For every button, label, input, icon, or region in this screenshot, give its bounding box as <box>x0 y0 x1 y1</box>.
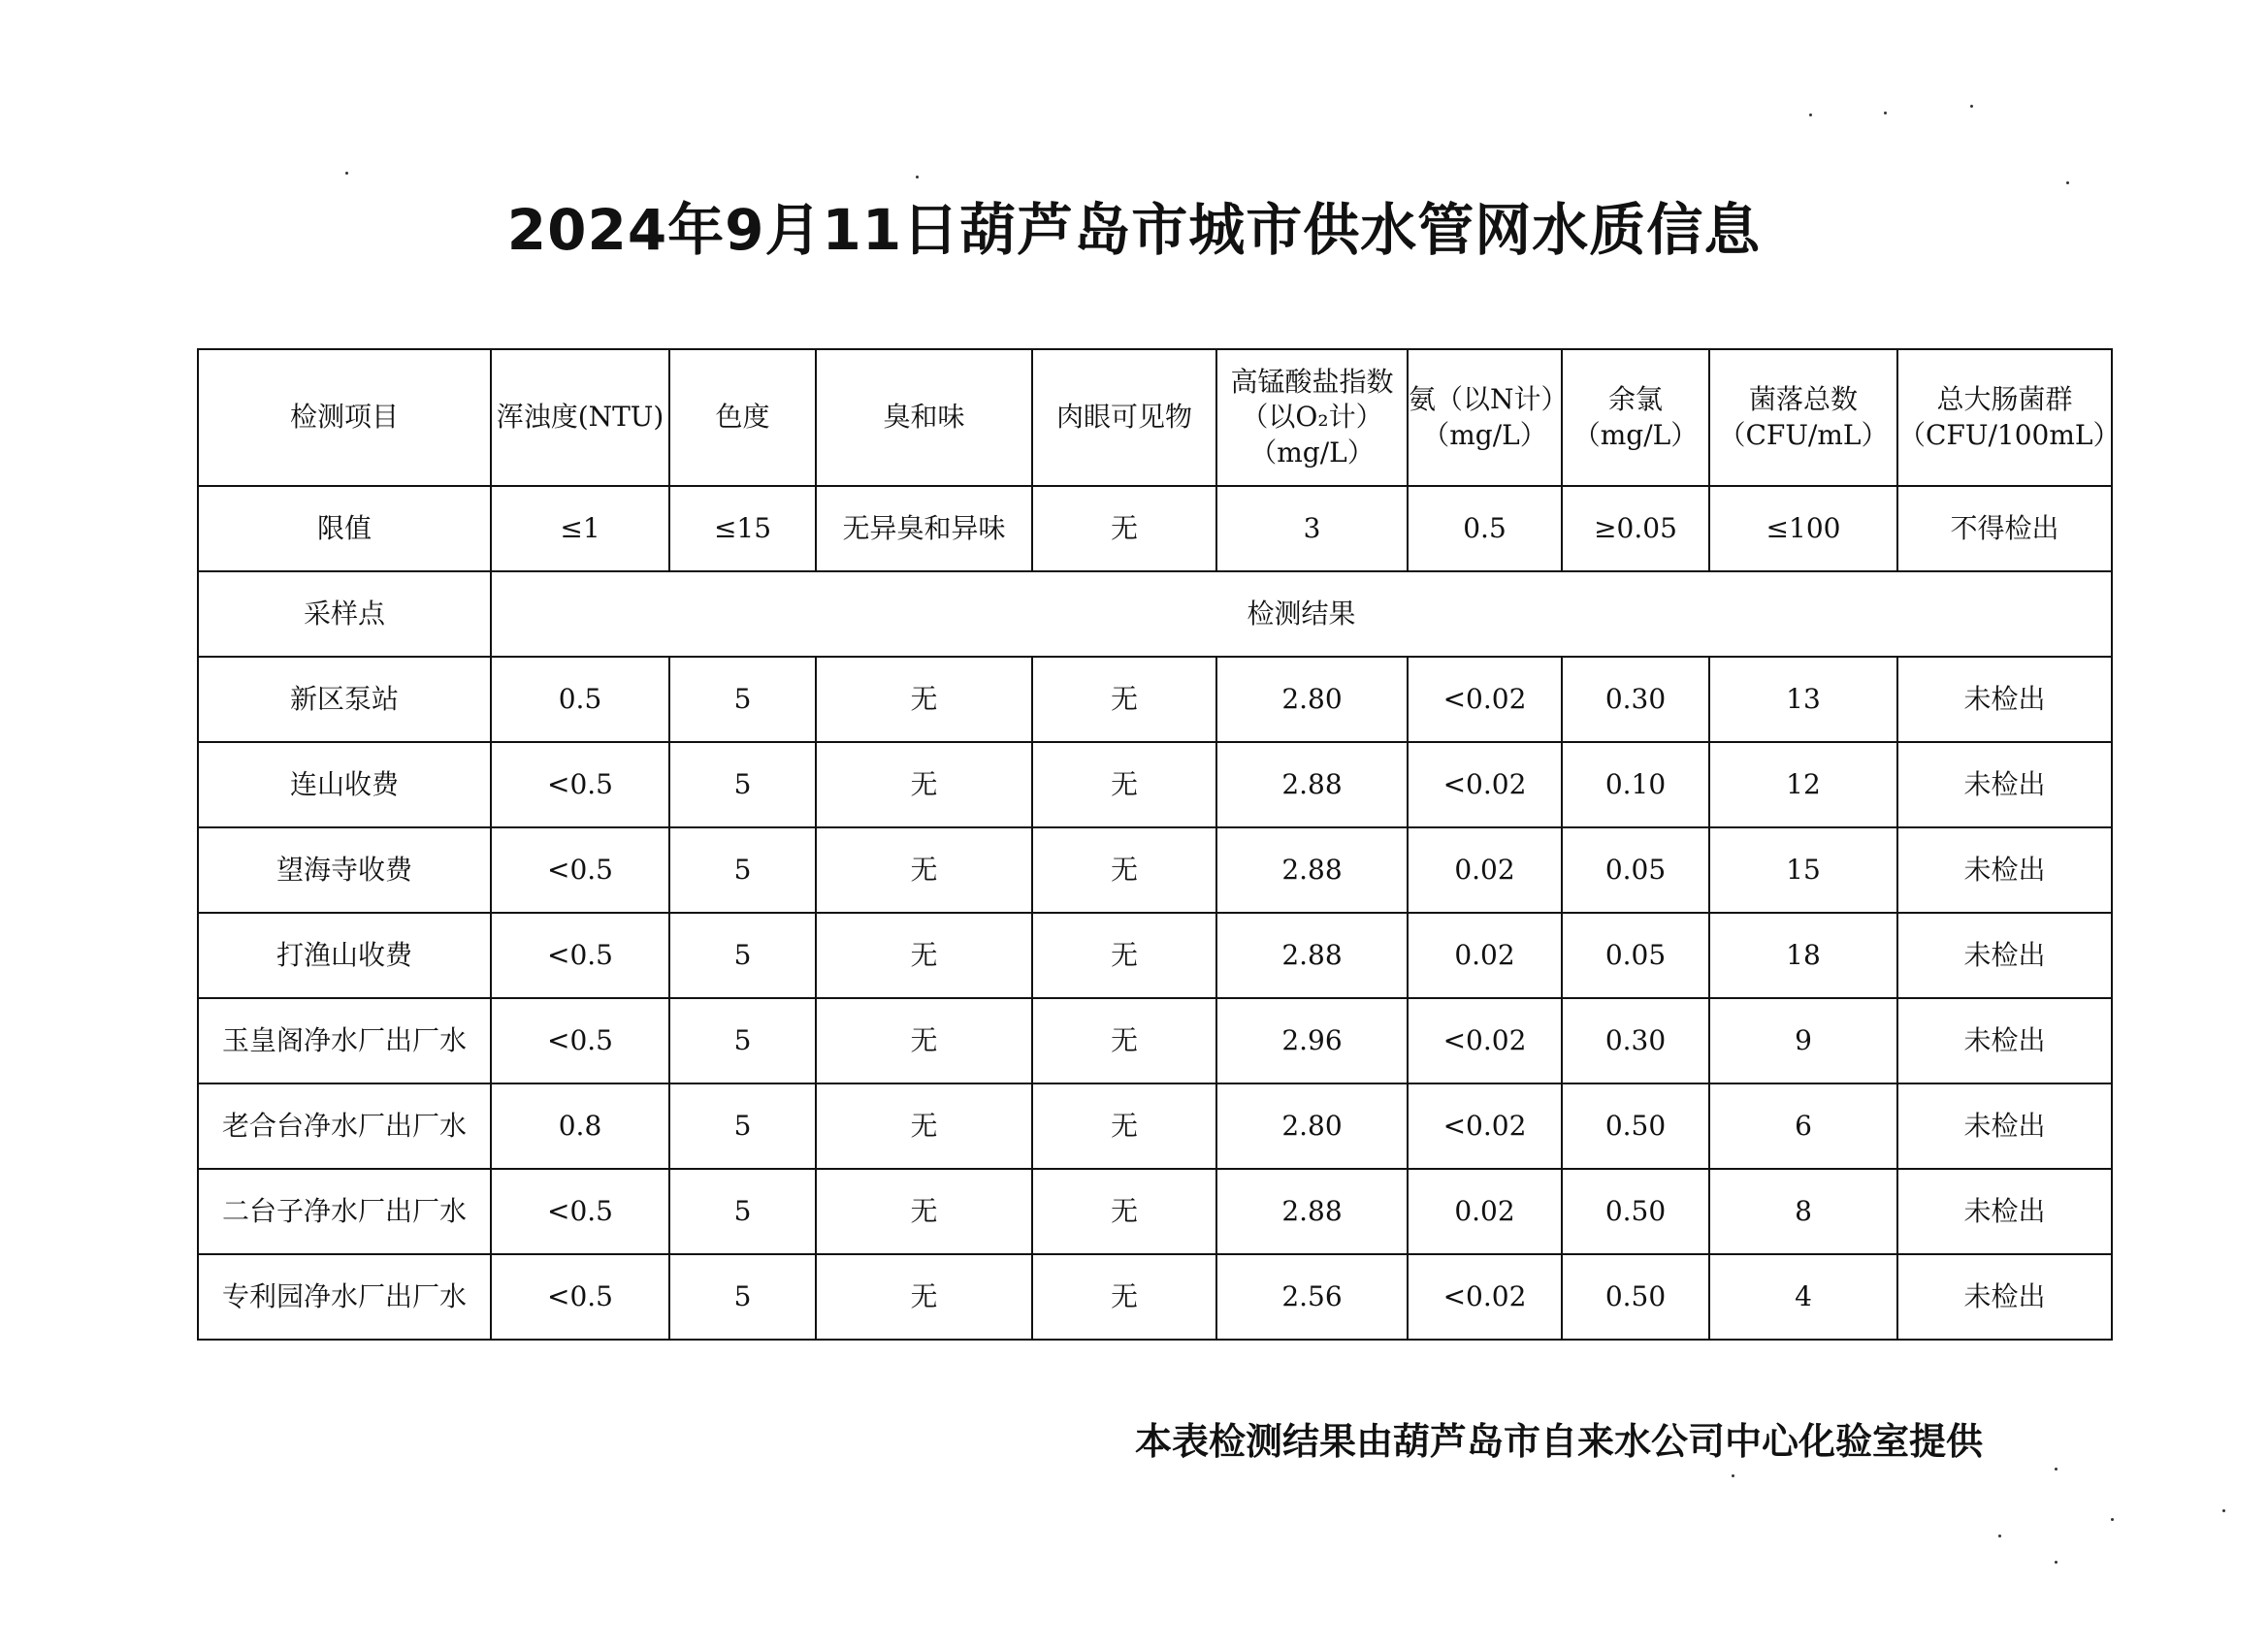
result-cell: <0.5 <box>491 742 669 827</box>
scan-speck <box>2111 1518 2114 1521</box>
limit-value: 3 <box>1216 486 1408 571</box>
result-cell: 0.05 <box>1562 913 1709 998</box>
result-cell: 无 <box>816 1169 1032 1254</box>
result-cell: 无 <box>816 1254 1032 1340</box>
result-cell: 0.02 <box>1408 913 1562 998</box>
result-cell: 未检出 <box>1897 742 2112 827</box>
result-cell: 未检出 <box>1897 913 2112 998</box>
result-cell: 0.8 <box>491 1083 669 1169</box>
table-row <box>198 742 2112 827</box>
result-cell: 2.88 <box>1216 742 1408 827</box>
result-cell: 0.50 <box>1562 1169 1709 1254</box>
sampling-site: 玉皇阁净水厂出厂水 <box>198 998 491 1083</box>
limit-value: 不得检出 <box>1897 486 2112 571</box>
limit-value: 无 <box>1032 486 1216 571</box>
table-row <box>198 1083 2112 1169</box>
result-cell: 2.88 <box>1216 913 1408 998</box>
scan-speck <box>2055 1561 2057 1564</box>
scan-speck <box>1809 113 1812 116</box>
result-cell: 5 <box>669 913 816 998</box>
scan-speck <box>1998 1535 2001 1537</box>
result-cell: 未检出 <box>1897 1083 2112 1169</box>
result-cell: 无 <box>816 742 1032 827</box>
result-cell: 未检出 <box>1897 657 2112 742</box>
site-label: 采样点 <box>198 571 491 657</box>
result-cell: <0.02 <box>1408 1083 1562 1169</box>
sampling-site: 老合台净水厂出厂水 <box>198 1083 491 1169</box>
result-cell: 0.50 <box>1562 1083 1709 1169</box>
result-cell: 5 <box>669 1169 816 1254</box>
result-cell: <0.5 <box>491 827 669 913</box>
result-cell: 0.02 <box>1408 827 1562 913</box>
result-cell: <0.5 <box>491 913 669 998</box>
header-turbidity: 浑浊度(NTU) <box>491 349 669 486</box>
scan-speck <box>2066 181 2069 184</box>
result-cell: <0.5 <box>491 1254 669 1340</box>
result-cell: 无 <box>1032 827 1216 913</box>
table-row <box>198 998 2112 1083</box>
result-cell: 无 <box>816 913 1032 998</box>
result-cell: <0.5 <box>491 1169 669 1254</box>
result-cell: 2.80 <box>1216 1083 1408 1169</box>
result-cell: 0.30 <box>1562 657 1709 742</box>
result-cell: <0.02 <box>1408 1254 1562 1340</box>
result-cell: 无 <box>1032 657 1216 742</box>
result-cell: 2.88 <box>1216 827 1408 913</box>
result-cell: 无 <box>816 998 1032 1083</box>
result-cell: <0.02 <box>1408 742 1562 827</box>
result-cell: 未检出 <box>1897 998 2112 1083</box>
sampling-site: 望海寺收费 <box>198 827 491 913</box>
result-cell: 18 <box>1709 913 1897 998</box>
result-cell: 5 <box>669 827 816 913</box>
result-cell: 5 <box>669 657 816 742</box>
scan-speck <box>916 176 919 178</box>
sampling-site: 二台子净水厂出厂水 <box>198 1169 491 1254</box>
result-cell: 15 <box>1709 827 1897 913</box>
result-cell: 0.30 <box>1562 998 1709 1083</box>
header-permanganate: 高锰酸盐指数 （以O₂计） （mg/L） <box>1216 349 1408 486</box>
result-cell: 2.88 <box>1216 1169 1408 1254</box>
result-cell: 5 <box>669 742 816 827</box>
header-residual-chlorine: 余氯 （mg/L） <box>1562 349 1709 486</box>
result-cell: <0.5 <box>491 998 669 1083</box>
scan-speck <box>345 172 348 175</box>
sampling-site: 专利园净水厂出厂水 <box>198 1254 491 1340</box>
footer-note: 本表检测结果由葫芦岛市自来水公司中心化验室提供 <box>1135 1420 1984 1463</box>
limits-row <box>198 486 2112 571</box>
header-ammonia: 氨（以N计） （mg/L） <box>1408 349 1562 486</box>
header-item-label: 检测项目 <box>198 349 491 486</box>
limit-value: ≤1 <box>491 486 669 571</box>
result-cell: 0.10 <box>1562 742 1709 827</box>
limits-label: 限值 <box>198 486 491 571</box>
limit-value: 无异臭和异味 <box>816 486 1032 571</box>
table-row <box>198 913 2112 998</box>
scan-speck <box>2055 1468 2057 1471</box>
result-cell: 8 <box>1709 1169 1897 1254</box>
header-odor: 臭和味 <box>816 349 1032 486</box>
header-row <box>198 349 2112 486</box>
limit-value: ≤100 <box>1709 486 1897 571</box>
scan-speck <box>1970 105 1973 108</box>
result-cell: 5 <box>669 998 816 1083</box>
result-cell: 2.96 <box>1216 998 1408 1083</box>
water-quality-table <box>197 348 2121 1341</box>
result-cell: 未检出 <box>1897 827 2112 913</box>
result-cell: 无 <box>816 827 1032 913</box>
scan-speck <box>2222 1509 2225 1512</box>
result-cell: 0.02 <box>1408 1169 1562 1254</box>
result-cell: 0.50 <box>1562 1254 1709 1340</box>
result-cell: 9 <box>1709 998 1897 1083</box>
header-colony-count: 菌落总数 （CFU/mL） <box>1709 349 1897 486</box>
results-label: 检测结果 <box>491 571 2112 657</box>
scan-speck <box>1732 1474 1734 1477</box>
result-cell: 2.56 <box>1216 1254 1408 1340</box>
result-cell: 6 <box>1709 1083 1897 1169</box>
result-cell: 无 <box>1032 998 1216 1083</box>
table-row <box>198 1169 2112 1254</box>
header-visible-matter: 肉眼可见物 <box>1032 349 1216 486</box>
result-cell: 无 <box>1032 913 1216 998</box>
header-color: 色度 <box>669 349 816 486</box>
result-cell: 无 <box>816 1083 1032 1169</box>
result-cell: 未检出 <box>1897 1169 2112 1254</box>
result-cell: 无 <box>1032 742 1216 827</box>
section-row <box>198 571 2112 657</box>
result-cell: 2.80 <box>1216 657 1408 742</box>
result-cell: 5 <box>669 1254 816 1340</box>
scan-speck <box>1884 112 1887 114</box>
result-cell: 4 <box>1709 1254 1897 1340</box>
result-cell: 0.5 <box>491 657 669 742</box>
result-cell: 未检出 <box>1897 1254 2112 1340</box>
result-cell: 无 <box>816 657 1032 742</box>
table-row <box>198 657 2112 742</box>
sampling-site: 打渔山收费 <box>198 913 491 998</box>
limit-value: ≥0.05 <box>1562 486 1709 571</box>
result-cell: 无 <box>1032 1254 1216 1340</box>
result-cell: 13 <box>1709 657 1897 742</box>
page-title: 2024年9月11日葫芦岛市城市供水管网水质信息 <box>506 197 1762 263</box>
limit-value: ≤15 <box>669 486 816 571</box>
result-cell: <0.02 <box>1408 998 1562 1083</box>
table-row <box>198 827 2112 913</box>
sampling-site: 新区泵站 <box>198 657 491 742</box>
result-cell: 无 <box>1032 1083 1216 1169</box>
result-cell: 12 <box>1709 742 1897 827</box>
table-row <box>198 1254 2112 1340</box>
result-cell: <0.02 <box>1408 657 1562 742</box>
sampling-site: 连山收费 <box>198 742 491 827</box>
limit-value: 0.5 <box>1408 486 1562 571</box>
header-total-coliform: 总大肠菌群 （CFU/100mL） <box>1897 349 2112 486</box>
result-cell: 无 <box>1032 1169 1216 1254</box>
result-cell: 5 <box>669 1083 816 1169</box>
result-cell: 0.05 <box>1562 827 1709 913</box>
